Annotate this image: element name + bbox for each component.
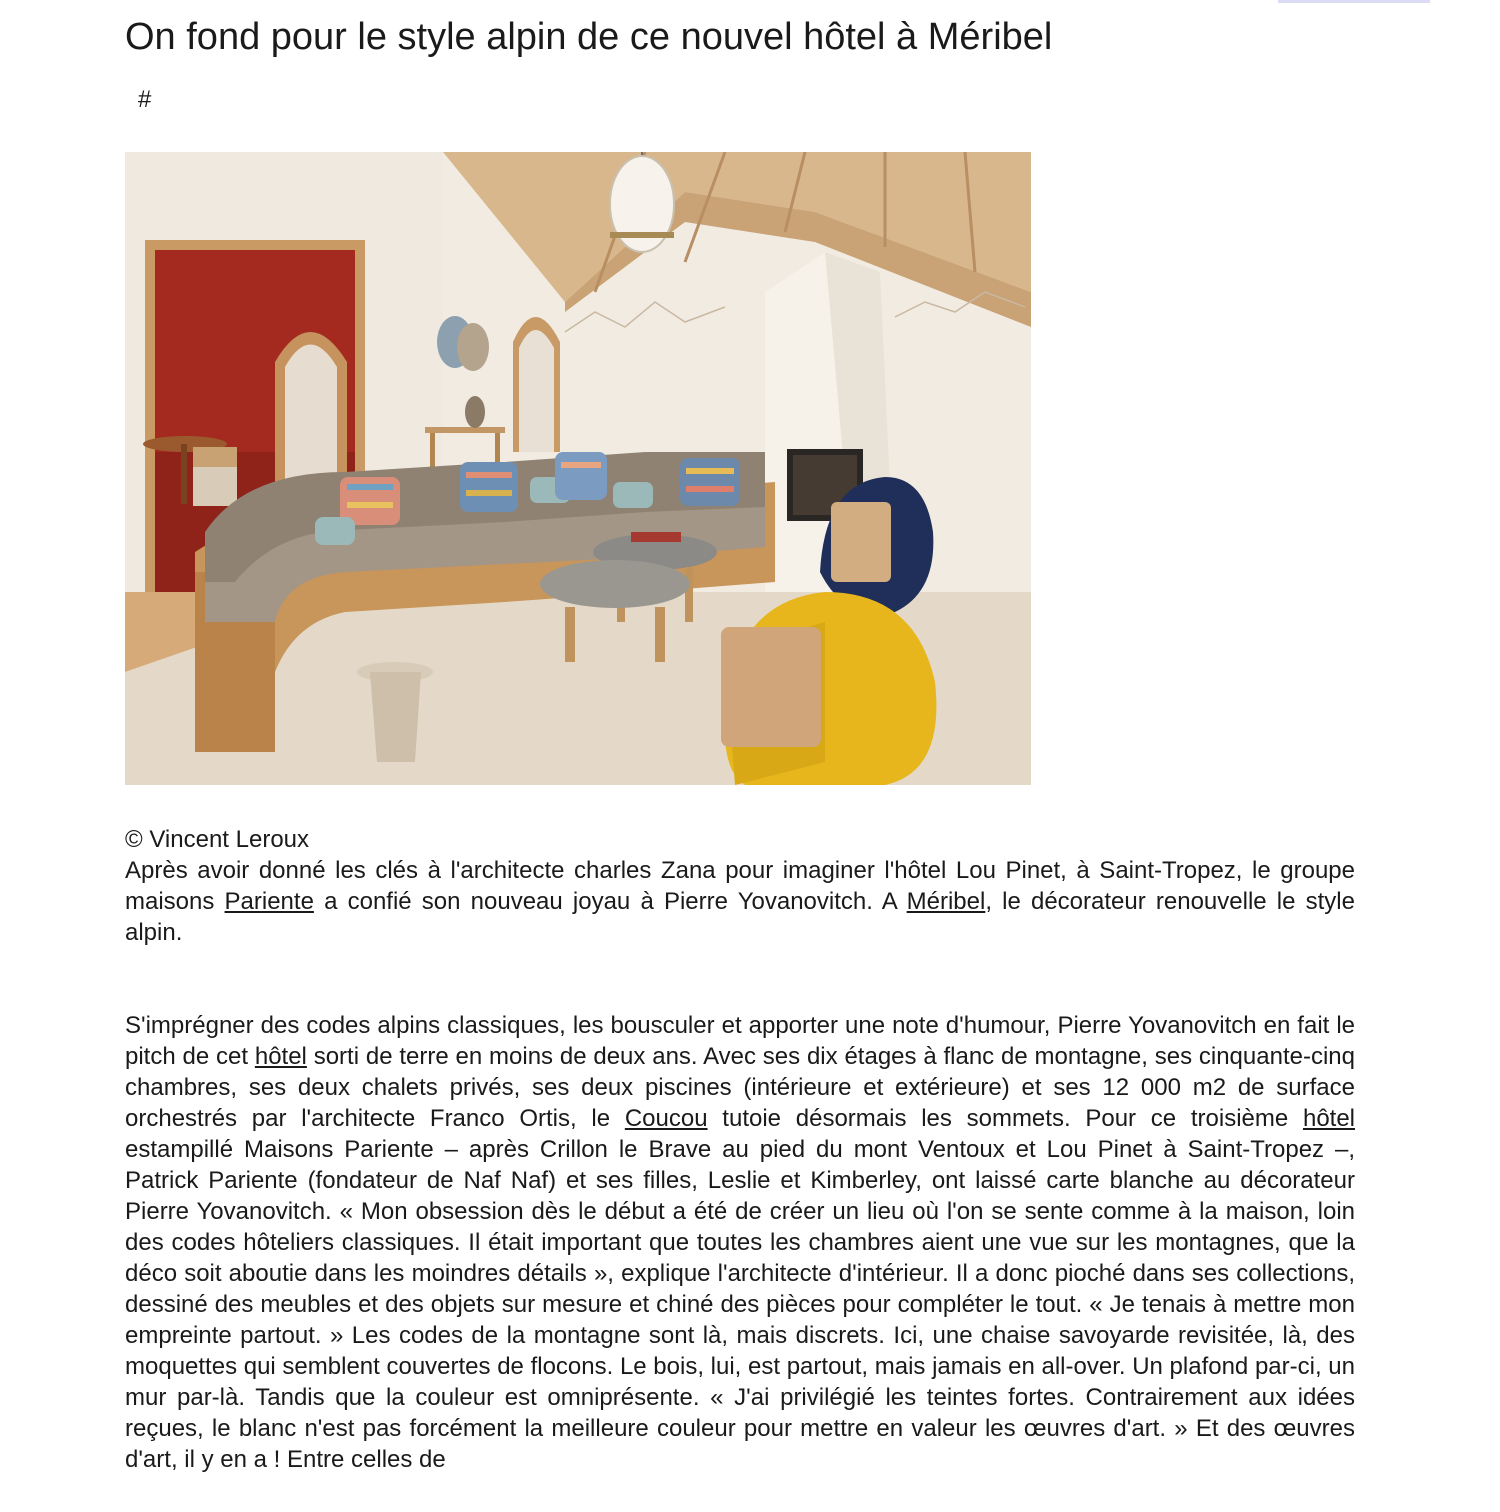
anchor-link[interactable]: # [138, 86, 152, 113]
article-body [125, 1010, 1355, 1475]
intro-text-1: Après avoir donné les clés à l'architecte charles Zana pour imaginer l'hôtel Lou Pinet, à Saint-Tropez, le groupe maisons [125, 857, 1355, 915]
photo-credit: © Vincent Leroux [125, 826, 310, 853]
link-hotel-2[interactable]: hôtel [1302, 1105, 1356, 1132]
body-text-3: tutoie désormais les sommets. Pour ce troisième [707, 1105, 1303, 1132]
link-meribel[interactable]: Méribel [906, 888, 986, 915]
link-pariente[interactable]: Pariente [224, 888, 314, 915]
link-hotel-1[interactable]: hôtel [254, 1043, 307, 1070]
intro-text-2: a confié son nouveau joyau à Pierre Yovanovitch. A [313, 888, 907, 915]
top-accent-bar [1278, 0, 1430, 3]
article-title: On fond pour le style alpin de ce nouvel hôtel à Méribel [125, 16, 1053, 58]
link-coucou[interactable]: Coucou [624, 1105, 708, 1132]
article-photo [125, 152, 1031, 785]
body-text-4: estampillé Maisons Pariente – après Crillon le Brave au pied du mont Ventoux et Lou Pinet à Saint-Tropez –, Patrick Pariente (fondateur de Naf Naf) et ses filles, Leslie et Kimberley, ont laissé carte blanche au décorateur Pierre Yovanovitch. « Mon obsession dès le début a été de créer un lieu où l'on se sente comme à la maison, loin des codes hôteliers classiques. Il était important que toutes les chambres aient une vue sur les montagnes, que la déco soit aboutie dans les moindres détails », explique l'architecte d'intérieur. Il a donc pioché dans ses collections, dessiné des meubles et des objets sur mesure et chiné des pièces pour compléter le tout. « Je tenais à mettre mon empreinte partout. » Les codes de la montagne sont là, mais discrets. Ici, une chaise savoyarde revisitée, là, des moquettes qui semblent couvertes de flocons. Le bois, lui, est partout, mais jamais en all-over. Un plafond par-ci, un mur par-là. Tandis que la couleur est omniprésente. « J'ai privilégié les teintes fortes. Contrairement aux idées reçues, le blanc n'est pas forcément la meilleure couleur pour mettre en valeur les œuvres d'art. » Et des œuvres d'art, il y en a ! Entre celles de [125, 1136, 1355, 1473]
body-text-1: S'imprégner des codes alpins classiques, les bousculer et apporter une note d'humour, Pierre Yovanovitch en fait le pitch de cet [125, 1012, 1355, 1070]
body-text-2: sorti de terre en moins de deux ans. Avec ses dix étages à flanc de montagne, ses cinquante-cinq chambres, ses deux chalets privés, ses deux piscines (intérieure et extérieure) et ses 12 000 m2 de surface orchestrés par l'architecte Franco Ortis, le [125, 1043, 1355, 1132]
intro-text-3: , le décorateur renouvelle le style alpin. [125, 888, 1355, 946]
article-intro [125, 855, 1355, 948]
